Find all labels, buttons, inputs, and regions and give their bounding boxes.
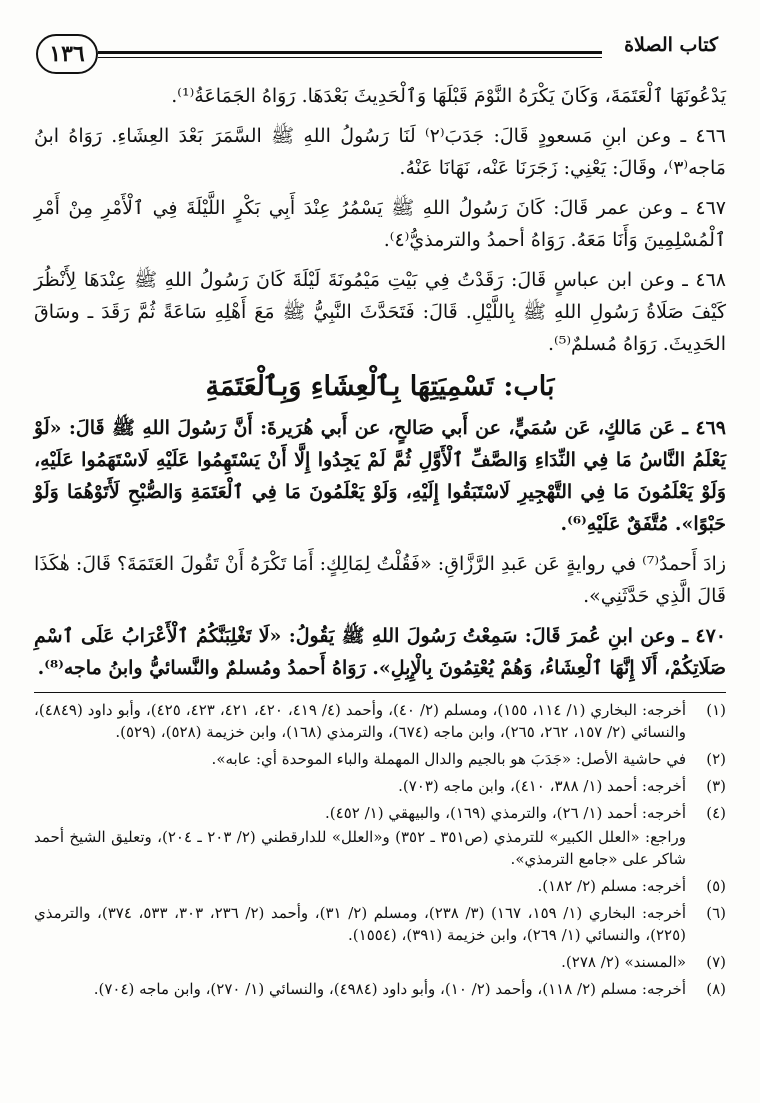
footnote	[34, 748, 726, 770]
ahmad-addition: زادَ أَحمدُ⁽⁷⁾ في روايةٍ عَن عَبدِ الرَّزَّاقِ: «فَقُلْتُ لِمَالِكٍ: أَمَا تَكْرَهُ أَنْ تَقُولَ العَتَمَةَ؟ قَالَ: هٰكَذَا قَالَ الَّذِي حَدَّثَنِي».	[34, 553, 727, 607]
footnotes	[34, 699, 726, 1000]
page-content	[34, 80, 726, 1005]
footnote	[34, 775, 726, 797]
hadith-470: ٤٧٠ ـ وعن ابنِ عُمرَ قَالَ: سَمِعْتُ رَسُولَ اللهِ ﷺ يَقُولُ: «لَا تَغْلِبَنَّكُمُ ٱلْأَعْرَابُ عَلَى ٱسْمِ صَلَاتِكُمْ، أَلَا إِنَّهَا ٱلْعِشَاءُ، وَهُمْ يُعْتِمُونَ بِالْإِبِلِ». رَوَاهُ أَحمدُ ومُسلمٌ والنَّسائيُّ وابنُ ماجه⁽⁸⁾.	[34, 625, 726, 679]
hadith-467: ٤٦٧ ـ وعن عمر قَالَ: كَانَ رَسُولُ اللهِ ﷺ يَسْمُرُ عِنْدَ أَبِي بَكْرٍ اللَّيْلَةَ فِي ٱلْأَمْرِ مِنْ أَمْرِ ٱلْمُسْلِمِينَ وَأَنَا مَعَهُ. رَوَاهُ أحمدُ والترمذيُّ⁽٤⁾.	[34, 197, 726, 251]
footnote	[34, 875, 726, 897]
footnote-text: أخرجه: أحمد (١/ ٢٦)، والترمذي (١٦٩)، والبيهقي (١/ ٤٥٢).	[325, 804, 686, 822]
footnote-text: أخرجه: البخاري (١/ ١٥٩، ١٦٧) (٣/ ٢٣٨)، ومسلم (٢/ ٣١)، وأحمد (٢/ ٢٣٦، ٣٠٣، ٥٣٣، ٣٧٤)، والترمذي (٢٢٥)، والنسائي (١/ ٢٦٩)، وابن خزيمة (٣٩١)، (١٥٥٤).	[34, 904, 687, 944]
footnote-number: (٢)	[706, 750, 726, 768]
header-rule-thin	[98, 57, 602, 58]
footnote	[34, 951, 726, 973]
footnote-text: أخرجه: مسلم (٢/ ١٨٢).	[537, 877, 686, 895]
footnote-number: (٦)	[706, 904, 726, 922]
footnote-text: «المسند» (٢/ ٢٧٨).	[561, 953, 686, 971]
footnote	[34, 902, 726, 946]
footnote-number: (٧)	[706, 953, 726, 971]
footnote-number: (٣)	[706, 777, 726, 795]
footnote-text-block	[34, 802, 686, 870]
hadith-466: ٤٦٦ ـ وعن ابنِ مَسعودٍ قَالَ: جَدَبَ⁽٢⁾ لَنَا رَسُولُ اللهِ ﷺ السَّمَرَ بَعْدَ العِشَاءِ. رَوَاهُ ابنُ مَاجه⁽٣⁾، وقَالَ: يَعْنِي: زَجَرَنَا عَنْه، نَهَانَا عَنْهُ.	[34, 125, 726, 179]
footnote-text: أخرجه: أحمد (١/ ٣٨٨، ٤١٠)، وابن ماجه (٧٠٣).	[398, 777, 686, 795]
footnote-number: (٨)	[706, 980, 726, 998]
page-number: ١٣٦	[36, 34, 98, 74]
footnote	[34, 978, 726, 1000]
footnote	[34, 802, 726, 870]
chapter-heading: بَاب: تَسْمِيَتِهَا بِٱلْعِشَاءِ وَبِٱلْعَتَمَةِ	[205, 371, 555, 402]
paragraph: يَدْعُونَهَا ٱلْعَتَمَةَ، وَكَانَ يَكْرَهُ النَّوْمَ قَبْلَهَا وَٱلْحَدِيثَ بَعْدَهَا. رَوَاهُ الجَمَاعَةُ⁽¹⁾.	[171, 85, 726, 107]
footnote-text: أخرجه: البخاري (١/ ١١٤، ١٥٥)، ومسلم (٢/ ٤٠)، وأحمد (٤/ ٤١٩، ٤٢٠، ٤٢١، ٤٢٣، ٤٢٥)، وأبو داود (٤٨٤٩)، والنسائي (٢/ ١٥٧، ٢٦٢، ٢٦٥)، وابن ماجه (٦٧٤)، والترمذي (١٦٨)، وابن خزيمة (٥٢٨)، (٥٢٩).	[34, 701, 687, 741]
footnote-extra: وراجع: «العلل الكبير» للترمذي (ص٣٥١ ـ ٣٥٢) و«العلل» للدارقطني (٢/ ٢٠٣ ـ ٢٠٤)، وتعليق الشيخ أحمد شاكر على «جامع الترمذي».	[34, 828, 687, 868]
footnote-text: في حاشية الأصل: «جَدَبَ هو بالجيم والدال المهملة والباء الموحدة أي: عابه».	[211, 750, 686, 768]
footnote-number: (٥)	[706, 877, 726, 895]
book-title: كتاب الصلاة	[624, 34, 718, 56]
page-header	[28, 30, 730, 78]
footnote	[34, 699, 726, 743]
hadith-468: ٤٦٨ ـ وعن ابن عباسٍ قَالَ: رَقَدْتُ فِي بَيْتِ مَيْمُونَةَ لَيْلَةَ كَانَ رَسُولُ اللهِ ﷺ عِنْدَهَا لِأَنْظُرَ كَيْفَ صَلَاةُ رَسُولِ اللهِ ﷺ بِاللَّيْلِ. قَالَ: فَتَحَدَّثَ النَّبِيُّ ﷺ مَعَ أَهْلِهِ سَاعَةً ثُمَّ رَقَدَ ـ وسَاقَ الحَدِيثَ. رَوَاهُ مُسلمٌ⁽⁵⁾.	[34, 269, 726, 355]
footnote-separator	[34, 692, 726, 693]
footnote-text: أخرجه: مسلم (٢/ ١١٨)، وأحمد (٢/ ١٠)، وأبو داود (٤٩٨٤)، والنسائي (١/ ٢٧٠)، وابن ماجه (٧٠٤).	[93, 980, 686, 998]
footnote-number: (١)	[706, 701, 726, 719]
hadith-469: ٤٦٩ ـ عَن مَالكٍ، عَن سُمَيٍّ، عن أَبي صَالحٍ، عن أَبي هُرَيرةَ: أَنَّ رَسُولَ اللهِ ﷺ قَالَ: «لَوْ يَعْلَمُ النَّاسُ مَا فِي النِّدَاءِ وَالصَّفِّ ٱلْأَوَّلِ ثُمَّ لَمْ يَجِدُوا إِلَّا أَنْ يَسْتَهِمُوا عَلَيْهِ لَاسْتَهَمُوا عَلَيْهِ، وَلَوْ يَعْلَمُونَ مَا فِي التَّهْجِيرِ لَاسْتَبَقُوا إِلَيْهِ، وَلَوْ يَعْلَمُونَ مَا فِي ٱلْعَتَمَةِ وَالصُّبْحِ لَأَتَوْهُمَا وَلَوْ حَبْوًا». مُتَّفَقٌ عَلَيْهِ⁽⁶⁾.	[34, 417, 727, 535]
header-rule	[98, 51, 602, 54]
footnote-number: (٤)	[706, 804, 726, 822]
